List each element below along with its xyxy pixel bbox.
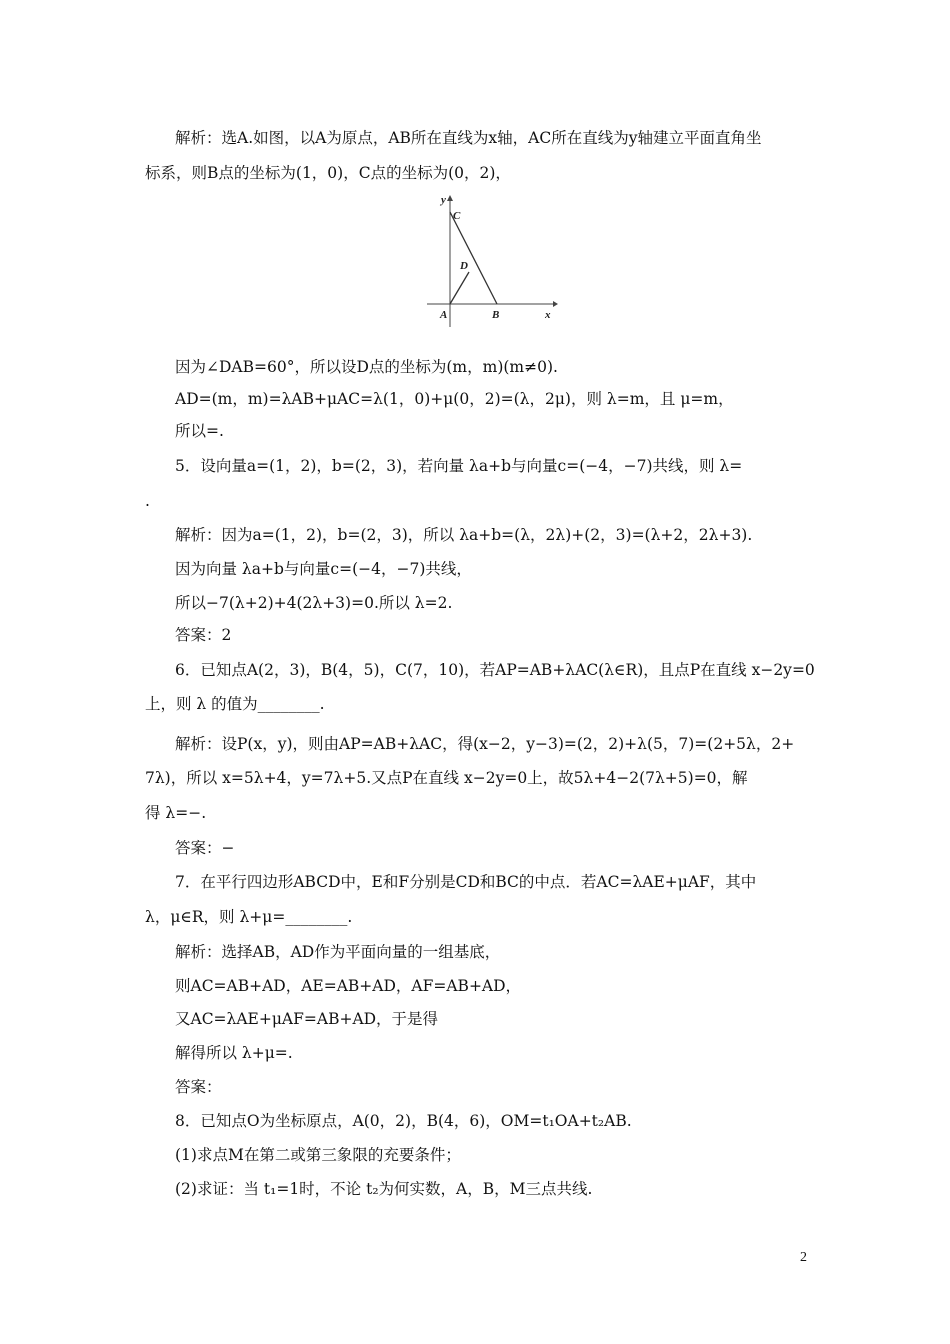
text-line: 答案： <box>175 1078 222 1096</box>
text-line: 所以=. <box>175 422 224 440</box>
y-axis-label: y <box>441 194 446 206</box>
text-line: 8．已知点O为坐标原点，A(0，2)，B(4，6)，OM=t₁OA+t₂AB. <box>175 1112 632 1130</box>
text-line: 5．设向量a=(1，2)，b=(2，3)，若向量 λa+b与向量c=(−4，−7)共线，则 λ= <box>175 457 743 475</box>
text-line: 因为∠DAB=60°，所以设D点的坐标为(m，m)(m≠0). <box>175 358 558 376</box>
page-number: 2 <box>800 1250 807 1265</box>
text-line: AD=(m，m)=λAB+μAC=λ(1，0)+μ(0，2)=(λ，2μ)，则 λ=m，且 μ=m， <box>175 390 734 408</box>
text-line: 解析：选择AB，AD作为平面向量的一组基底， <box>175 943 501 961</box>
text-line: 6．已知点A(2，3)，B(4，5)，C(7，10)，若AP=AB+λAC(λ∈R)，且点P在直线 x−2y=0 <box>175 661 815 679</box>
coordinate-figure <box>425 192 560 328</box>
text-line: 解析：设P(x，y)，则由AP=AB+λAC，得(x−2，y−3)=(2，2)+λ(5，7)=(2+5λ，2+ <box>175 735 795 753</box>
text-line: 答案：− <box>175 839 235 857</box>
text-line: 因为向量 λa+b与向量c=(−4，−7)共线， <box>175 560 472 578</box>
text-line: . <box>145 492 150 510</box>
text-line: λ，μ∈R，则 λ+μ=________. <box>145 908 353 926</box>
text-line: (2)求证：当 t₁=1时，不论 t₂为何实数，A，B，M三点共线. <box>175 1180 593 1198</box>
text-line: 7λ)，所以 x=5λ+4，y=7λ+5.又点P在直线 x−2y=0上，故5λ+4−2(7λ+5)=0，解 <box>145 769 748 787</box>
text-line: 又AC=λAE+μAF=AB+AD，于是得 <box>175 1010 439 1028</box>
text-line: (1)求点M在第二或第三象限的充要条件； <box>175 1146 461 1164</box>
point-a-label: A <box>440 309 448 321</box>
text-line: 解析：因为a=(1，2)，b=(2，3)，所以 λa+b=(λ，2λ)+(2，3)=(λ+2，2λ+3). <box>175 526 753 544</box>
text-line: 则AC=AB+AD，AE=AB+AD，AF=AB+AD， <box>175 977 522 995</box>
point-b-label: B <box>492 309 500 321</box>
x-axis-label: x <box>545 309 551 321</box>
text-line: 7．在平行四边形ABCD中，E和F分别是CD和BC的中点．若AC=λAE+μAF，其中 <box>175 873 757 891</box>
text-line: 标系，则B点的坐标为(1，0)，C点的坐标为(0，2)， <box>145 164 511 182</box>
text-line: 上，则 λ 的值为________. <box>145 695 325 713</box>
text-line: 所以−7(λ+2)+4(2λ+3)=0.所以 λ=2. <box>175 594 453 612</box>
text-line: 解得所以 λ+μ=. <box>175 1044 293 1062</box>
point-d-label: D <box>460 260 468 272</box>
text-line: 答案：2 <box>175 626 232 644</box>
point-c-label: C <box>453 210 461 222</box>
text-line: 解析：选A.如图，以A为原点，AB所在直线为x轴，AC所在直线为y轴建立平面直角坐 <box>175 129 762 147</box>
text-line: 得 λ=−. <box>145 804 207 822</box>
